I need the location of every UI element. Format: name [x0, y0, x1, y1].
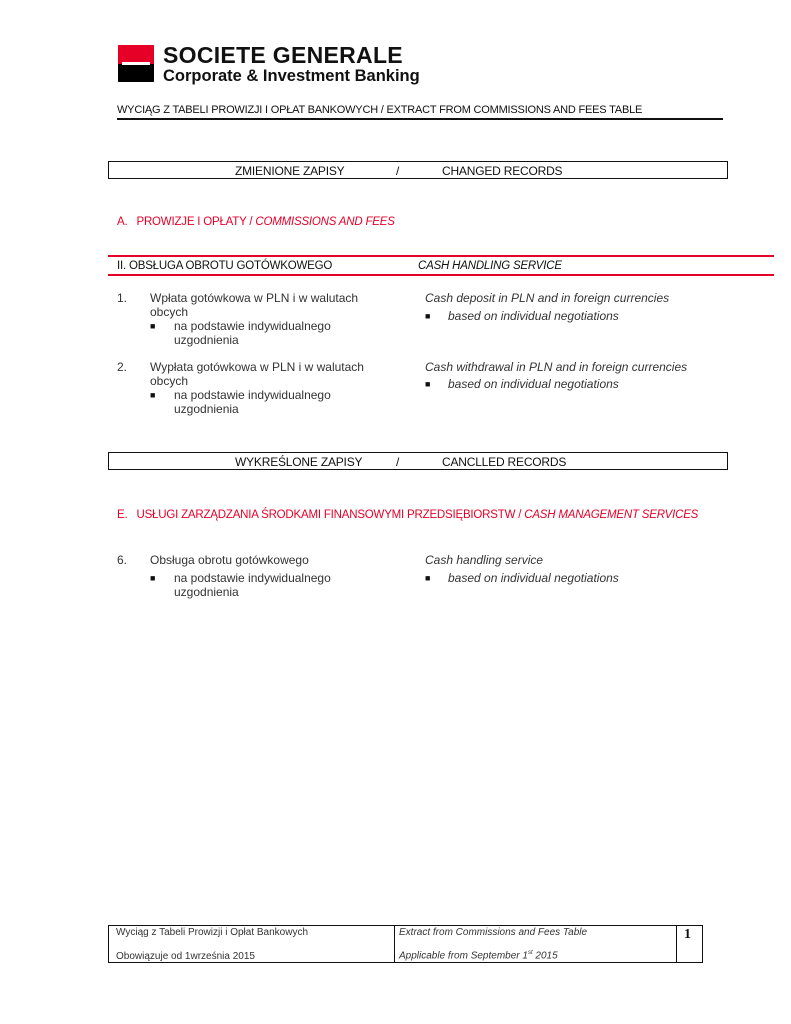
footer-en-date [399, 950, 558, 961]
footer-page-cell [676, 926, 702, 962]
item-en-text: Cash withdrawal in PLN and in foreign currencies [425, 360, 688, 374]
bullet-icon: ■ [425, 379, 431, 389]
title-divider [117, 118, 723, 120]
item-en-text: Cash handling service [425, 553, 544, 567]
changed-records-slash: / [396, 164, 400, 178]
subsection-top-rule [108, 255, 774, 257]
changed-records-pl: ZMIENIONE ZAPISY [235, 164, 345, 178]
bullet-icon: ■ [150, 573, 156, 583]
footer-pl-title: Wyciąg z Tabeli Prowizji i Opłat Bankowych [116, 927, 309, 938]
item-pl-bullet: na podstawie indywidualnego uzgodnienia [174, 388, 331, 416]
item-en-text: Cash deposit in PLN and in foreign currencies [425, 291, 670, 305]
item-number: 2. [117, 360, 128, 374]
subsection-bottom-rule [108, 274, 774, 276]
footer-pl-date: Obowiązuje od 1września 2015 [116, 951, 255, 962]
footer-en-date-year: 2015 [532, 950, 558, 962]
bullet-icon: ■ [425, 311, 431, 321]
changed-records-header [108, 161, 728, 179]
section-e-heading [117, 509, 698, 521]
brand-subtitle: Corporate & Investment Banking [163, 67, 420, 85]
bullet-icon: ■ [150, 390, 156, 400]
subsection-pl: II. OBSŁUGA OBROTU GOTÓWKOWEGO [117, 260, 333, 272]
cancelled-records-pl: WYKREŚLONE ZAPISY [235, 455, 363, 469]
item-en-bullet: based on individual negotiations [448, 377, 619, 391]
document-title: WYCIĄG Z TABELI PROWIZJI I OPŁAT BANKOWYCH / EXTRACT FROM COMMISSIONS AND FEES TABLE [117, 104, 643, 116]
bullet-icon: ■ [150, 321, 156, 331]
item-pl-text: Wpłata gotówkowa w PLN i w walutach obcych [150, 291, 359, 319]
section-a-pl: PROWIZJE I OPŁATY / [136, 216, 256, 228]
item-pl-bullet: na podstawie indywidualnego uzgodnienia [174, 571, 331, 599]
footer-en-date-sup: st [527, 950, 533, 956]
section-a-heading [117, 216, 395, 228]
bullet-icon: ■ [425, 573, 431, 583]
footer-en-date-text: Applicable from September 1 [399, 950, 528, 962]
cancelled-records-slash: / [396, 455, 400, 469]
footer-table [108, 925, 703, 963]
item-pl-text: Obsługa obrotu gotówkowego [150, 553, 309, 567]
section-a-letter: A. [117, 216, 128, 228]
cancelled-records-en: CANCLLED RECORDS [442, 455, 567, 469]
brand-name: SOCIETE GENERALE [163, 42, 403, 68]
section-a-en: COMMISSIONS AND FEES [255, 216, 395, 228]
section-e-letter: E. [117, 509, 128, 521]
item-number: 6. [117, 553, 128, 567]
item-number: 1. [117, 291, 128, 305]
subsection-en: CASH HANDLING SERVICE [418, 260, 562, 272]
logo-mark [118, 45, 154, 82]
section-e-en: CASH MANAGEMENT SERVICES [524, 509, 699, 521]
cancelled-records-header [108, 452, 728, 470]
changed-records-en: CHANGED RECORDS [442, 164, 563, 178]
item-en-bullet: based on individual negotiations [448, 309, 619, 323]
footer-pl-cell [109, 926, 395, 962]
item-en-bullet: based on individual negotiations [448, 571, 619, 585]
footer-en-cell [394, 926, 677, 962]
page-number: 1 [684, 927, 691, 942]
item-pl-bullet: na podstawie indywidualnego uzgodnienia [174, 319, 331, 347]
section-e-pl: USŁUGI ZARZĄDZANIA ŚRODKAMI FINANSOWYMI PRZEDSIĘBIORSTW / [136, 509, 525, 521]
item-pl-text: Wypłata gotówkowa w PLN i w walutach obcych [150, 360, 364, 388]
footer-en-title: Extract from Commissions and Fees Table [399, 927, 588, 938]
